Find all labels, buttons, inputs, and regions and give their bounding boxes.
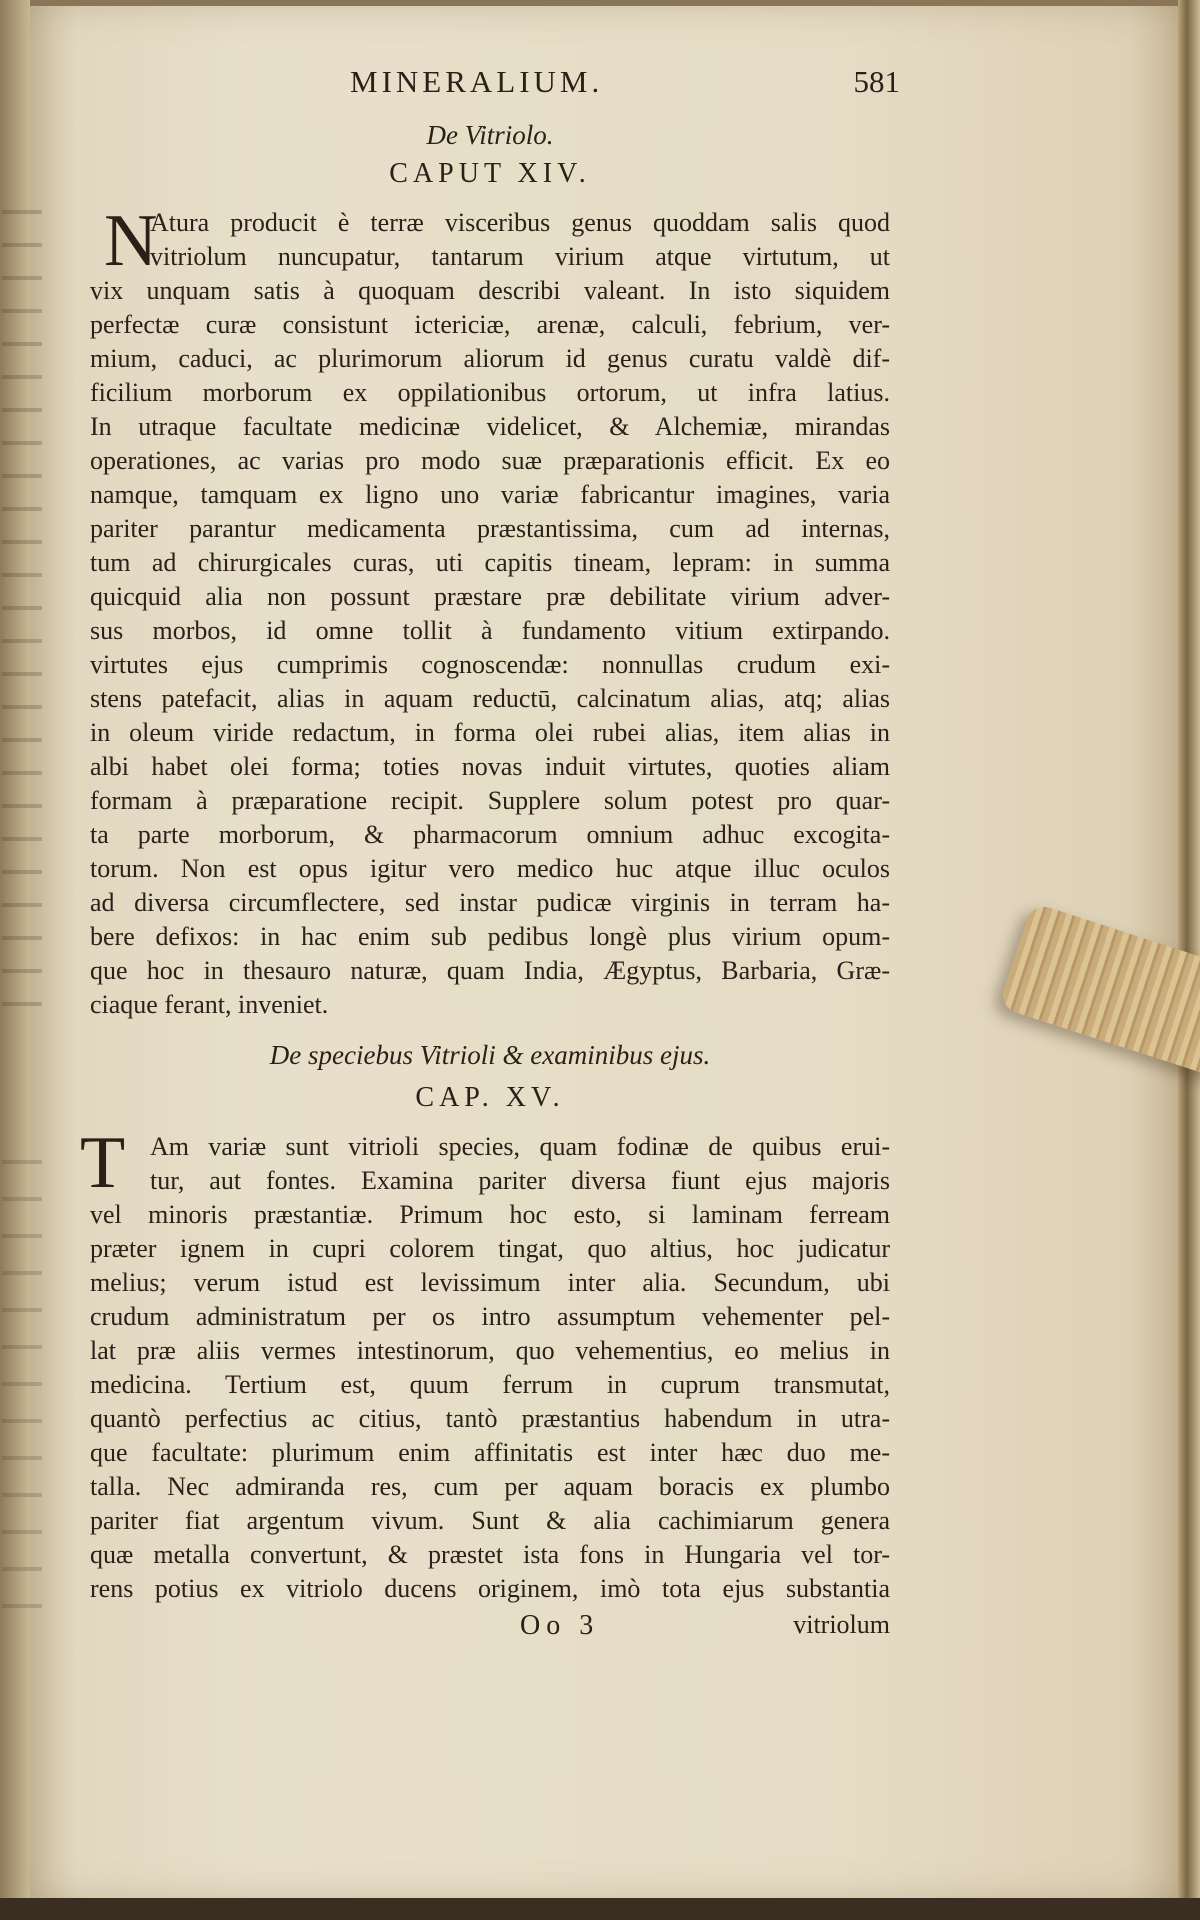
text-line: quantò perfectius ac citius, tantò præstantius habendum in utra- (90, 1404, 890, 1433)
text-line: in oleum viride redactum, in forma olei rubei alias, item alias in (90, 718, 890, 747)
drop-cap-n: N (104, 200, 158, 282)
page-top-edge (30, 0, 1200, 6)
text-line: melius; verum istud est levissimum inter alia. Secundum, ubi (90, 1268, 890, 1297)
text-line: ta parte morborum, & pharmacorum omnium adhuc excogita- (90, 820, 890, 849)
text-line: sus morbos, id omne tollit à fundamento vitium extirpando. (90, 616, 890, 645)
show-through-text (2, 210, 42, 1030)
page-number: 581 (853, 64, 900, 99)
text-line: pariter parantur medicamenta præstantissima, cum ad internas, (90, 514, 890, 543)
text-line: bere defixos: in hac enim sub pedibus longè plus virium opum- (90, 922, 890, 951)
text-line: Atura producit è terræ visceribus genus quoddam salis quod (150, 208, 890, 237)
text-line: pariter fiat argentum vivum. Sunt & alia cachimiarum genera (90, 1506, 890, 1535)
text-line: medicina. Tertium est, quum ferrum in cuprum transmutat, (90, 1370, 890, 1399)
text-line: Am variæ sunt vitrioli species, quam fodinæ de quibus erui- (150, 1132, 890, 1161)
drop-cap-t: T (80, 1122, 126, 1204)
text-line: vitriolum nuncupatur, tantarum virium atque virtutum, ut (150, 242, 890, 271)
running-head: MINERALIUM. (350, 64, 604, 99)
text-line: namque, tamquam ex ligno uno variæ fabricantur imagines, varia (90, 480, 890, 509)
text-line: rens potius ex vitriolo ducens originem, imò tota ejus substantia (90, 1574, 890, 1603)
section-title-vitriolo: De Vitriolo. (426, 120, 554, 150)
text-line: mium, caduci, ac plurimorum aliorum id genus curatu valdè dif- (90, 344, 890, 373)
catchword: vitriolum (793, 1610, 890, 1639)
text-line: operationes, ac varias pro modo suæ præparationis efficit. Ex eo (90, 446, 890, 475)
text-line: lat præ aliis vermes intestinorum, quo vehementius, eo melius in (90, 1336, 890, 1365)
text-line: ciaque ferant, inveniet. (90, 990, 329, 1019)
text-line: que hoc in thesauro naturæ, quam India, Ægyptus, Barbaria, Græ- (90, 956, 890, 985)
text-line: tum ad chirurgicales curas, uti capitis tineam, lepram: in summa (90, 548, 890, 577)
page-header (340, 64, 900, 108)
section-title-speciebus: De speciebus Vitrioli & examinibus ejus. (269, 1040, 711, 1070)
show-through-text-lower (2, 1160, 42, 1620)
chapter-heading-xv: CAP. XV. (415, 1082, 565, 1113)
text-line: In utraque facultate medicinæ videlicet, & Alchemiæ, mirandas (90, 412, 890, 441)
signature-mark: Oo 3 (520, 1610, 600, 1641)
text-line: vel minoris præstantiæ. Primum hoc esto, si laminam ferream (90, 1200, 890, 1229)
text-line: albi habet olei forma; toties novas induit virtutes, quoties aliam (90, 752, 890, 781)
chapter-heading-xiv: CAPUT XIV. (389, 158, 591, 189)
text-line: formam à præparatione recipit. Supplere solum potest pro quar- (90, 786, 890, 815)
text-line: stens patefacit, alias in aquam reductū, calcinatum alias, atq; alias (90, 684, 890, 713)
text-line: præter ignem in cupri colorem tingat, quo altius, hoc judicatur (90, 1234, 890, 1263)
text-line: virtutes ejus cumprimis cognoscendæ: nonnullas crudum exi- (90, 650, 890, 679)
page-bottom-edge (0, 1898, 1200, 1920)
text-line: torum. Non est opus igitur vero medico huc atque illuc oculos (90, 854, 890, 883)
text-line: perfectæ curæ consistunt ictericiæ, arenæ, calculi, febrium, ver- (90, 310, 890, 339)
text-line: quæ metalla convertunt, & præstet ista fons in Hungaria vel tor- (90, 1540, 890, 1569)
text-line: talla. Nec admiranda res, cum per aquam boracis ex plumbo (90, 1472, 890, 1501)
text-line: quicquid alia non possunt præstare præ debilitate virium adver- (90, 582, 890, 611)
text-line: vix unquam satis à quoquam describi valeant. In isto siquidem (90, 276, 890, 305)
text-line: ad diversa circumflectere, sed instar pudicæ virginis in terram ha- (90, 888, 890, 917)
text-line: tur, aut fontes. Examina pariter diversa fiunt ejus majoris (150, 1166, 890, 1195)
text-line: ficilium morborum ex oppilationibus ortorum, ut infra latius. (90, 378, 890, 407)
text-line: crudum administratum per os intro assumptum vehementer pel- (90, 1302, 890, 1331)
chapter-xv-text (90, 1130, 890, 1606)
page-footer (90, 1610, 890, 1646)
chapter-xiv-text (90, 200, 890, 1022)
text-line: que facultate: plurimum enim affinitatis est inter hæc duo me- (90, 1438, 890, 1467)
